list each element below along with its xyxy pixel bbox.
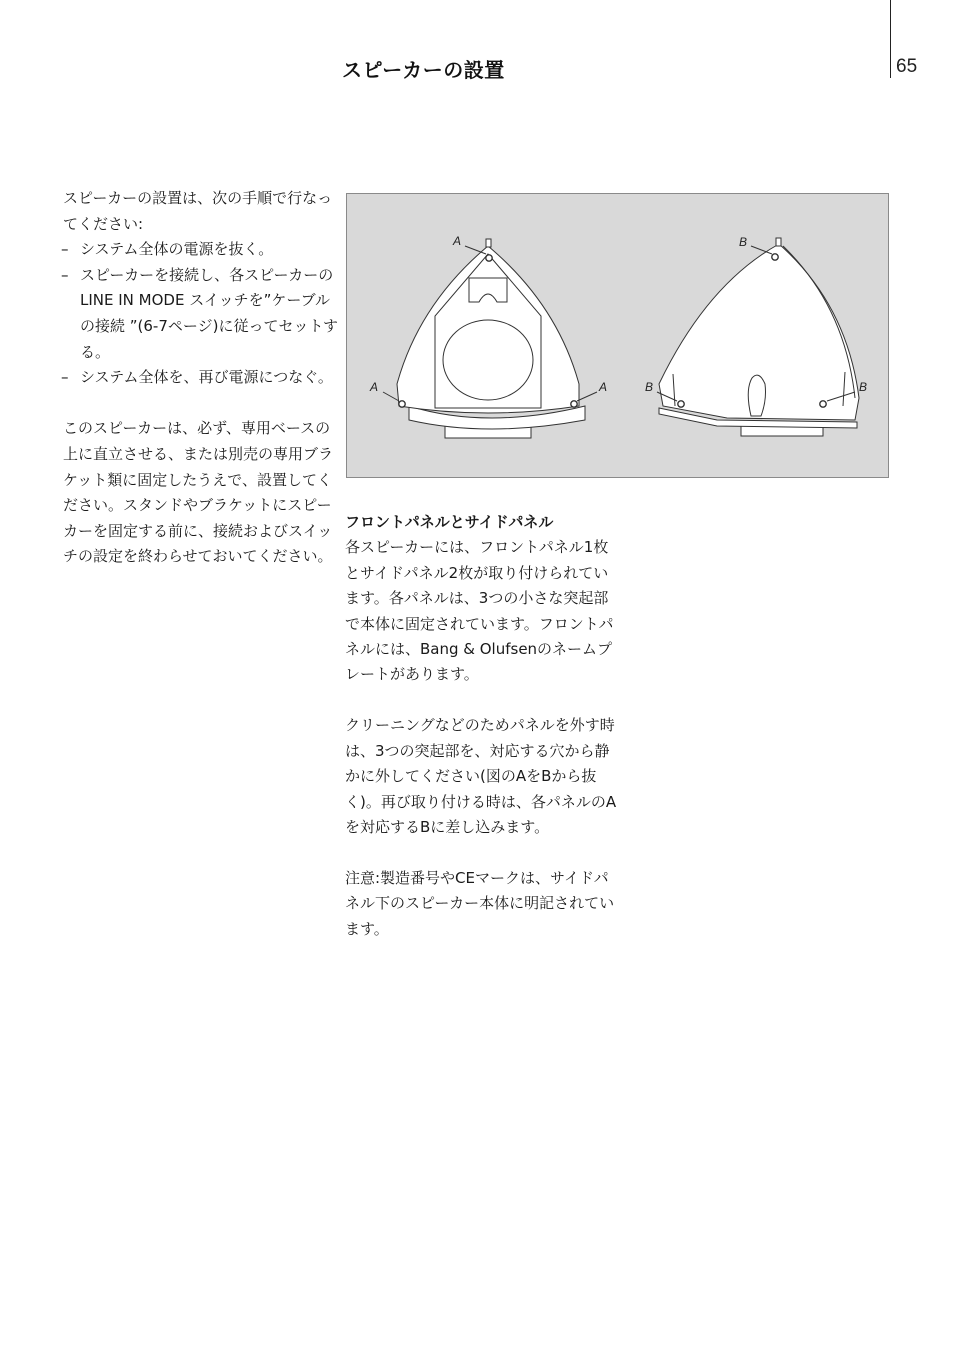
speaker-illustration: [347, 194, 890, 479]
step-item: – システム全体の電源を抜く。: [63, 237, 338, 263]
label-b-side-right: B: [859, 380, 868, 394]
panel-removal-text: クリーニングなどのためパネルを外す時は、3つの突起部を、対応する穴から静かに外してください(図のAをBから抜く)。再び取り付ける時は、各パネルのAを対応するBに差し込みます。: [345, 716, 617, 837]
label-b-side-left: B: [645, 380, 654, 394]
label-a-front-left: A: [370, 380, 379, 394]
section-subheading: フロントパネルとサイドパネル: [345, 513, 554, 531]
page-number: 65: [896, 56, 918, 77]
label-a-front-top: A: [453, 234, 462, 248]
label-a-front-right: A: [599, 380, 608, 394]
speaker-panel-figure: [346, 193, 889, 478]
left-column: [63, 186, 338, 570]
right-column: [345, 510, 620, 942]
front-view: [383, 239, 597, 438]
page-title: スピーカーの設置: [342, 58, 505, 82]
step-item: – スピーカーを接続し、各スピーカーの LINE IN MODE スイッチを”ケーブルの接続 ”(6-7ページ)に従ってセットする。: [63, 263, 338, 365]
mounting-note: このスピーカーは、必ず、専用ベースの上に直立させる、または別売の専用ブラケット類に固定したうえで、設置してください。スタンドやブラケットにスピーカーを固定する前に、接続およびスイッチの設定を終わらせておいてください。: [63, 419, 334, 566]
label-b-side-top: B: [739, 235, 748, 249]
step-list: [63, 237, 338, 391]
panel-description: 各スピーカーには、フロントパネル1枚とサイドパネル2枚が取り付けられています。各パネルは、3つの小さな突起部で本体に固定されています。フロントパネルには、Bang & Olufsenのネームプレートがあります。: [345, 538, 614, 684]
side-view: [657, 238, 859, 436]
intro-text: スピーカーの設置は、次の手順で行なってください:: [63, 189, 333, 233]
serial-number-note: 注意:製造番号やCEマークは、サイドパネル下のスピーカー本体に明記されています。: [345, 869, 615, 938]
header-rule: [890, 0, 891, 78]
step-item: – システム全体を、再び電源につなぐ。: [63, 365, 338, 391]
